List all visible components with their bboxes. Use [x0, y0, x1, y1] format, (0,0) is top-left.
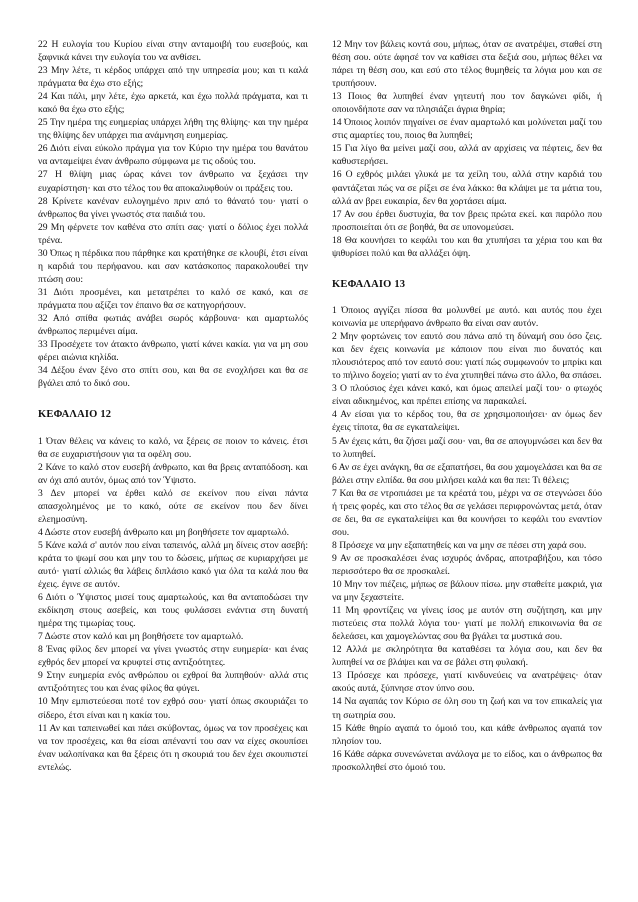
- verse-paragraph: 33 Προσέχετε τον άτακτο άνθρωπο, γιατί κάνει κακία. για να μη σου φέρει αιώνια κηλίδα.: [38, 339, 308, 364]
- verse-paragraph: 8 Ένας φίλος δεν μπορεί να γίνει γνωστός στην ευημερία· και ένας εχθρός δεν μπορεί να κρυφτεί στις αντιξοότητες.: [38, 644, 308, 669]
- verse-paragraph: 26 Διότι είναι εύκολο πράγμα για τον Κύριο την ημέρα του θανάτου να ανταμείψει έναν άνθρωπο σύμφωνα με τις οδούς του.: [38, 143, 308, 168]
- verse-paragraph: 14 Να αγαπάς τον Κύριο σε όλη σου τη ζωή και να τον επικαλείς για τη σωτηρία σου.: [332, 696, 602, 721]
- verse-paragraph: 7 Και θα σε ντροπιάσει με τα κρέατά του, μέχρι να σε στεγνώσει δύο ή τρεις φορές, και στο τέλος θα σε γελάσει περιφρονώντας μετά, όταν σε δει, θα σε εγκαταλείψει και θα κουνήσει το κεφάλι του εναντίον σου.: [332, 487, 602, 538]
- verse-paragraph: 2 Κάνε το καλό στον ευσεβή άνθρωπο, και θα βρεις ανταπόδοση. και αν όχι από αυτόν, όμως από τον Ύψιστο.: [38, 461, 308, 486]
- right-text-column: [332, 38, 602, 774]
- verse-paragraph: 28 Κρίνετε κανέναν ευλογημένο πριν από το θάνατό του· γιατί ο άνθρωπος θα γίνει γνωστός στα παιδιά του.: [38, 195, 308, 220]
- verse-paragraph: 34 Δέξου έναν ξένο στο σπίτι σου, και θα σε ενοχλήσει και θα σε βγάλει από το δικό σου.: [38, 365, 308, 390]
- verse-paragraph: 6 Διότι ο Ύψιστος μισεί τους αμαρτωλούς, και θα ανταποδώσει την εκδίκηση στους ασεβείς, και τους φυλάσσει ενάντια στη δυνατή ημέρα της τιμωρίας τους.: [38, 592, 308, 630]
- chapter-heading: ΚΕΦΑΛΑΙΟ 13: [332, 278, 406, 290]
- verse-paragraph: 3 Δεν μπορεί να έρθει καλό σε εκείνον που είναι πάντα απασχολημένος με το κακό, ούτε σε εκείνον που δεν δίνει ελεημοσύνη.: [38, 487, 308, 525]
- verse-paragraph: 9 Αν σε προσκαλέσει ένας ισχυρός άνδρας, αποτραβήξου, και τόσο περισσότερο θα σε προσκαλεί.: [332, 552, 602, 577]
- verse-paragraph: 16 Κάθε σάρκα συνενώνεται ανάλογα με το είδος, και ο άνθρωπος θα προσκολληθεί στο όμοιό του.: [332, 748, 602, 773]
- verse-paragraph: 25 Την ημέρα της ευημερίας υπάρχει λήθη της θλίψης· και την ημέρα της θλίψης δεν υπάρχει πια ανάμνηση ευημερίας.: [38, 117, 308, 142]
- verse-paragraph: 14 Όποιος λοιπόν πηγαίνει σε έναν αμαρτωλό και μολύνεται μαζί του στις αμαρτίες του, ποιος θα λυπηθεί;: [332, 117, 602, 142]
- verse-paragraph: 9 Στην ευημερία ενός ανθρώπου οι εχθροί θα λυπηθούν· αλλά στις αντιξοότητες του και ένας φίλος θα φύγει.: [38, 670, 308, 695]
- left-text-column: [38, 38, 308, 774]
- verse-paragraph: 1 Όταν θέλεις να κάνεις το καλό, να ξέρεις σε ποιον το κάνεις. έτσι θα σε ευχαριστήσουν για τα οφέλη σου.: [38, 435, 308, 460]
- verse-paragraph: 29 Μη φέρνετε τον καθένα στο σπίτι σας· γιατί ο δόλιος έχει πολλά τρένα.: [38, 221, 308, 246]
- verse-paragraph: 30 Όπως η πέρδικα που πάρθηκε και κρατήθηκε σε κλουβί, έτσι είναι η καρδιά του περήφανου. και σαν κατάσκοπος παρακολουθεί την πτώση σου:: [38, 247, 308, 285]
- verse-paragraph: 11 Αν και ταπεινωθεί και πάει σκύβοντας, όμως να τον προσέχεις και να τον προσέχεις, και θα είσαι απέναντί του σαν να είχες σκουπίσει έναν υαλοπίνακα και θα ξέρεις ότι η σκουριά του δεν έχει σκουπιστεί εντελώς.: [38, 722, 308, 773]
- verse-paragraph: 31 Διότι προσμένει, και μετατρέπει το καλό σε κακό, και σε πράγματα που αξίζει τον έπαινο θα σε κατηγορήσουν.: [38, 286, 308, 311]
- verse-paragraph: 13 Ποιος θα λυπηθεί έναν γητευτή που τον δαγκώνει φίδι, ή οποιονδήποτε σαν να πλησιάζει άγρια θηρία;: [332, 91, 602, 116]
- verse-paragraph: 32 Από σπίθα φωτιάς ανάβει σωρός κάρβουνα· και αμαρτωλός άνθρωπος περιμένει αίμα.: [38, 312, 308, 338]
- verse-paragraph: 15 Για λίγο θα μείνει μαζί σου, αλλά αν αρχίσεις να πέφτεις, δεν θα καθυστερήσει.: [332, 143, 602, 168]
- verse-paragraph: 1 Όποιος αγγίζει πίσσα θα μολυνθεί με αυτό. και αυτός που έχει κοινωνία με υπερήφανο άνθρωπο θα είναι σαν αυτόν.: [332, 305, 602, 330]
- verse-paragraph: 18 Θα κουνήσει το κεφάλι του και θα χτυπήσει τα χέρια του και θα ψιθυρίσει πολύ και θα αλλάξει όψη.: [332, 234, 602, 259]
- verse-paragraph: 22 Η ευλογία του Κυρίου είναι στην ανταμοιβή του ευσεβούς, και ξαφνικά κάνει την ευλογία του να ανθίσει.: [38, 39, 308, 64]
- verse-paragraph: 12 Μην τον βάλεις κοντά σου, μήπως, όταν σε ανατρέψει, σταθεί στη θέση σου. ούτε άφησέ τον να καθίσει στα δεξιά σου, μήπως θέλει να πάρει τη θέση σου, και εσύ στο τέλος θυμηθείς τα λόγια μου και σε τρυπήσουν.: [332, 39, 602, 90]
- verse-paragraph: 3 Ο πλούσιος έχει κάνει κακό, και όμως απειλεί μαζί του· ο φτωχός είναι αδικημένος, και πρέπει επίσης να παρακαλεί.: [332, 383, 602, 408]
- chapter-heading: ΚΕΦΑΛΑΙΟ 12: [38, 409, 112, 421]
- verse-paragraph: 10 Μην εμπιστεύεσαι ποτέ τον εχθρό σου· γιατί όπως σκουριάζει το σίδερο, έτσι είναι και η κακία του.: [38, 696, 308, 721]
- verse-paragraph: 16 Ο εχθρός μιλάει γλυκά με τα χείλη του, αλλά στην καρδιά του φαντάζεται πώς να σε ρίξει σε ένα λάκκο: θα κλάψει με τα μάτια του, αλλά αν βρει ευκαιρία, δεν θα χορτάσει αίμα.: [332, 169, 602, 207]
- verse-paragraph: 8 Πρόσεχε να μην εξαπατηθείς και να μην σε πέσει στη χαρά σου.: [332, 539, 587, 551]
- verse-paragraph: 10 Μην τον πιέζεις, μήπως σε βάλουν πίσω. μην σταθείτε μακριά, για να μην ξεχαστείτε.: [332, 579, 602, 604]
- verse-paragraph: 4 Αν είσαι για το κέρδος του, θα σε χρησιμοποιήσει· αν όμως δεν έχεις τίποτα, θα σε εγκαταλείψει.: [332, 409, 602, 434]
- verse-paragraph: 13 Πρόσεχε και πρόσεχε, γιατί κινδυνεύεις να ανατρέψεις· όταν ακούς αυτά, ξύπνησε στον ύπνο σου.: [332, 670, 602, 695]
- verse-paragraph: 27 Η θλίψη μιας ώρας κάνει τον άνθρωπο να ξεχάσει την ευχαρίστηση· και στο τέλος του θα αποκαλυφθούν οι πράξεις του.: [38, 169, 308, 194]
- verse-paragraph: 6 Αν σε έχει ανάγκη, θα σε εξαπατήσει, θα σου χαμογελάσει και θα σε βάλει στην ελπίδα. θα σου μιλήσει καλά και θα πει: Τι θέλεις;: [332, 461, 602, 486]
- verse-paragraph: 11 Μη φροντίζεις να γίνεις ίσος με αυτόν στη συζήτηση, και μην πιστεύεις στα πολλά λόγια του· γιατί με πολλή επικοινωνία θα σε δελεάσει, και χαμογελώντας σου θα βγάλει τα μυστικά σου.: [332, 605, 602, 643]
- verse-paragraph: 2 Μην φορτώνεις τον εαυτό σου πάνω από τη δύναμή σου όσο ζεις. και δεν έχεις κοινωνία με κάποιον που είναι πιο δυνατός και πλουσιότερος από τον εαυτό σου: γιατί πώς συμφωνούν το μπρίκι και το πήλινο δοχείο; γιατί αν το ένα χτυπηθεί πάνω στο άλλο, θα σπάσει.: [332, 331, 602, 382]
- verse-paragraph: 5 Αν έχεις κάτι, θα ζήσει μαζί σου· ναι, θα σε απογυμνώσει και δεν θα το λυπηθεί.: [332, 435, 602, 460]
- verse-paragraph: 23 Μην λέτε, τι κέρδος υπάρχει από την υπηρεσία μου; και τι καλά πράγματα θα έχω στο εξής;: [38, 65, 308, 90]
- verse-paragraph: 4 Δώστε στον ευσεβή άνθρωπο και μη βοηθήσετε τον αμαρτωλό.: [38, 526, 290, 538]
- verse-paragraph: 5 Κάνε καλά σ' αυτόν που είναι ταπεινός, αλλά μη δίνεις στον ασεβή: κράτα το ψωμί σου και μην του το δώσεις, μήπως σε κυριαρχήσει με αυτό· γιατί αλλιώς θα λάβεις διπλάσιο κακό για όλα τα καλά που θα έχεις. έγινε σε αυτόν.: [38, 539, 308, 591]
- verse-paragraph: 12 Αλλά με σκληρότητα θα καταθέσει τα λόγια σου, και δεν θα λυπηθεί να σε βλάψει και να σε βάλει στη φυλακή.: [332, 644, 602, 669]
- verse-paragraph: 7 Δώστε στον καλό και μη βοηθήσετε τον αμαρτωλό.: [38, 631, 244, 643]
- verse-paragraph: 15 Κάθε θηρίο αγαπά το όμοιό του, και κάθε άνθρωπος αγαπά τον πλησίον του.: [332, 722, 602, 747]
- verse-paragraph: 24 Και πάλι, μην λέτε, έχω αρκετά, και έχω πολλά πράγματα, και τι κακό θα έχω στο εξής;: [38, 91, 308, 116]
- verse-paragraph: 17 Αν σου έρθει δυστυχία, θα τον βρεις πρώτα εκεί. και παρόλο που προσποιείται ότι σε βοηθά, θα σε υπονομεύσει.: [332, 208, 602, 233]
